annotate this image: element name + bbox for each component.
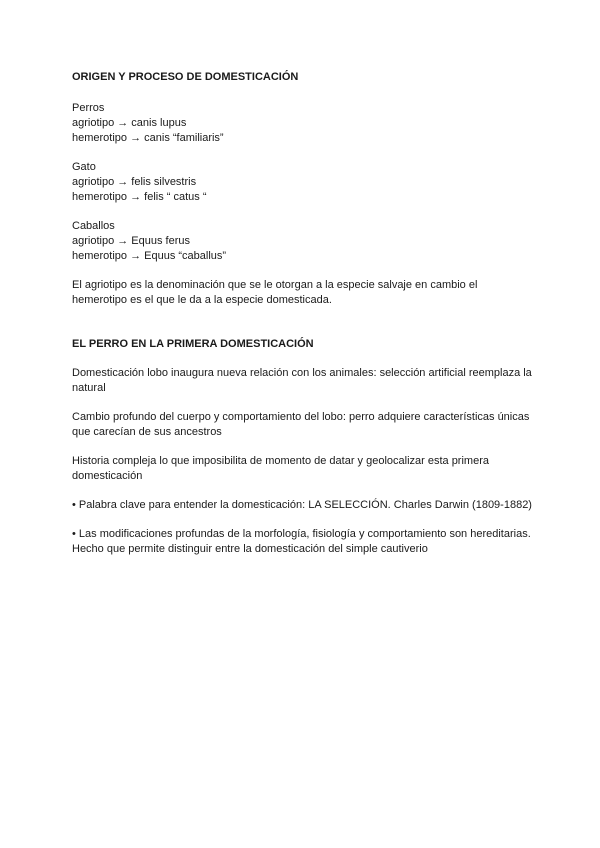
- paragraph: Historia compleja lo que imposibilita de momento de datar y geolocalizar esta primera domesticación: [72, 455, 489, 482]
- definition-paragraph: El agriotipo es la denominación que se le otorgan a la especie salvaje en cambio el hemerotipo es el que le da a la especie domesticada.: [72, 279, 478, 306]
- agriotipo-line: agriotipo → felis silvestris: [72, 176, 197, 188]
- paragraph: Cambio profundo del cuerpo y comportamiento del lobo: perro adquiere características únicas que carecían de sus ancestros: [72, 411, 530, 438]
- bullet-paragraph: • Palabra clave para entender la domesticación: LA SELECCIÓN. Charles Darwin (1809-1882): [72, 499, 532, 511]
- group-name: Perros: [72, 102, 105, 114]
- group-gato: [72, 160, 532, 205]
- bullet-paragraph: • Las modificaciones profundas de la morfología, fisiología y comportamiento son hereditarias. Hecho que permite distinguir entre la domesticación del simple cautiverio: [72, 528, 531, 555]
- section-title-perro: EL PERRO EN LA PRIMERA DOMESTICACIÓN: [72, 338, 314, 350]
- hemerotipo-line: hemerotipo → felis “ catus “: [72, 191, 207, 203]
- section-title-origen: ORIGEN Y PROCESO DE DOMESTICACIÓN: [72, 71, 299, 83]
- document-page: [72, 70, 532, 557]
- hemerotipo-line: hemerotipo → canis “familiaris”: [72, 132, 224, 144]
- agriotipo-line: agriotipo → Equus ferus: [72, 235, 191, 247]
- paragraph: Domesticación lobo inaugura nueva relación con los animales: selección artificial reemplaza la natural: [72, 367, 532, 394]
- group-name: Gato: [72, 161, 96, 173]
- group-caballos: [72, 219, 532, 264]
- hemerotipo-line: hemerotipo → Equus “caballus”: [72, 250, 227, 262]
- group-perros: [72, 101, 532, 146]
- group-name: Caballos: [72, 220, 115, 232]
- agriotipo-line: agriotipo → canis lupus: [72, 117, 187, 129]
